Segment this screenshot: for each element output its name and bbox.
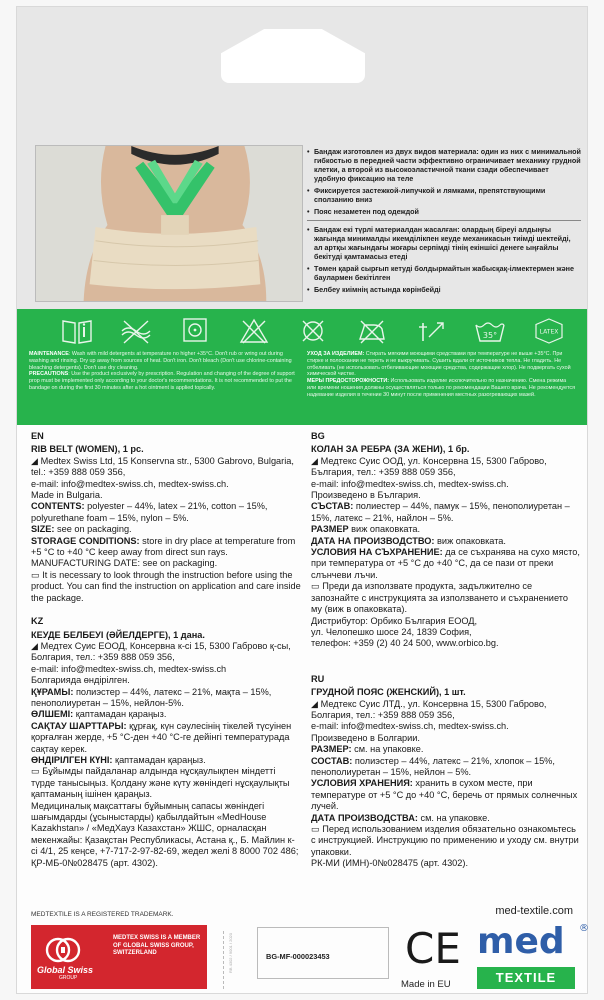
product-photo [35,145,303,302]
date-label: ДАТА НА ПРОИЗВОДСТВО: [311,535,435,546]
storage-text: да се съхранява на сухо място, при температура от +5 °C до +40 °C, да се пази от преки слънчеви лъчи. [311,547,580,580]
global-swiss-logo-icon [45,935,81,965]
manufacturer-icon: ◢ [311,698,321,709]
size-text: see on packaging. [54,524,132,535]
svg-text:med: med [477,921,565,959]
feature-item: • Бандаж изготовлен из двух видов материала: один из них с минимальной гибкостью в передней части эффективно ограничивает механику грудной клетки, а второй из высокоэластичной ткани сзади обеспечивает удобную фиксацию на теле [307,147,581,183]
manufacturer: Медтех Суис ЕООД, Консервна к-сі 15, 5300 Габрово қ-сы, Болгария, тел.: +359 888 059 356, [31,640,291,663]
feature-item: • Пояс незаметен под одеждой [307,207,581,216]
text-column-right [311,431,581,870]
care-text-en [29,351,297,399]
vertical-code [223,931,245,989]
contents-label: CONTENTS: [31,501,85,512]
website: med-textile.com [495,905,573,917]
care-icons [17,309,587,345]
text-column-left [31,431,301,869]
email: e-mail: info@medtex-swiss.ch, medtex-swiss.ch. [311,721,509,732]
contents-text: полиэстер – 44%, латекс – 21%, мақта – 15%, пенополиуретан – 15%, нейлон-5%. [31,686,272,708]
textile-logo: TEXTILE [477,967,575,989]
trademark-note: MEDTEXTILE IS A REGISTERED TRADEMARK. [31,911,174,918]
storage-text: хранить в сухом месте, при температуре от +5 °C до +40 °C, беречь от прямых солнечных лучей. [311,778,578,812]
global-swiss-group: GROUP [59,975,78,981]
language-code: EN [31,431,44,441]
email: e-mail: info@medtex-swiss.ch, medtex-swiss.ch [31,663,227,674]
size-label: ӨЛШЕМІ: [31,709,74,720]
manufacturer: Медтекс Суис ООД, ул. Консервна 15, 5300 Габрово, България, тел.: +359 888 059 356, [311,455,547,478]
size-label: SIZE: [31,524,55,535]
svg-text:LATEX: LATEX [539,328,559,336]
lot-box [257,927,389,979]
made-in: Произведено в Болгарии. [311,732,420,743]
date-text: виж опаковката. [434,535,506,546]
section-bg [311,431,581,650]
date-label: ДАТА ПРОИЗВОДСТВА: [311,812,418,823]
storage-label: УСЛОВИЯ НА СЪХРАНЕНИЕ: [311,547,443,558]
storage-text: store in dry place at temperature from +5 °C to +40 °C keep away from direct sun rays. [31,535,296,558]
feature-item: • Төмен қарай сырғып кетуді болдырмайтын жабысқақ-ілмектермен және баулармен бекітілген [307,264,581,282]
maintenance-text: Стирать мягкими моющими средствами при температуре не выше +35°C. При стирке и полоскании не тереть и не выкручивать. Сушить вдали от источников тепла. Не гладить. Не отбеливать (не использовать отбеливающие моющие средства, содержащие хлор). Не подвергать сухой химической чистке. [307,351,571,378]
feature-item: • Белбеу киімнің астында көрінбейді [307,285,581,294]
contents-text: полиестер – 44%, памук – 15%, пенополиуретан – 15%, латекс – 21%, найлон – 5%. [311,501,570,523]
product-title: КЕУДЕ БЕЛБЕУІ (ӘЙЕЛДЕРГЕ), 1 дана. [31,629,205,640]
precautions-label: МЕРЫ ПРЕДОСТОРОЖНОСТИ: [307,378,389,385]
size-text: см. на упаковке. [351,744,424,755]
book-icon: ▭ [311,824,323,834]
made-in: Болгарияда өндірілген. [31,675,130,686]
ce-mark-icon [405,925,465,969]
made-in-eu: Made in EU [401,979,451,990]
made-in: Произведено в България. [311,490,421,501]
svg-text:CE: CE [405,925,461,969]
size-text: қаптамадан қараңыз. [73,709,167,720]
latex-icon [533,317,565,345]
distributor-phone: телефон: +359 (2) 40 24 500, www.orbico.bg. [311,638,499,649]
vertical-code-text: RB 4302 / 9001 / 2020 [228,933,233,974]
instruction-text: Преди да използвате продукта, задължително се запознайте с инструкцията за използването и съхранението му (виж в опаковката). [311,581,568,615]
care-text [17,345,587,399]
date-label: ӨНДІРІЛГЕН КҮНІ: [31,754,113,765]
instruction-text: Бұйымды пайдаланар алдында нұсқаулықпен міндетті түрде танысыңыз. Қолдану және күту жөніндегі нұсқаулықты қаптаманың ішінен қараңыз. [31,766,290,800]
book-icon: ▭ [31,569,43,580]
manufacturer: Medtex Swiss Ltd, 15 Konservna str., 5300 Gabrovo, Bulgaria, tel.: +359 888 059 356, [31,455,294,478]
book-icon: ▭ [31,766,43,777]
lot-number: BG-MF-000023453 [266,952,330,961]
distributor-address: ул. Челопешко шосе 24, 1839 София, [311,626,472,637]
membership-text: MEDTEX SWISS IS A MEMBER OF GLOBAL SWISS GROUP, SWITZERLAND [113,935,201,957]
manufacturing-date: MANUFACTURING DATE: see on packaging. [31,558,218,569]
storage-label: УСЛОВИЯ ХРАНЕНИЯ: [311,778,413,789]
wash-35-icon [474,317,506,345]
product-title: ГРУДНОЙ ПОЯС (ЖЕНСКИЙ), 1 шт. [311,687,466,698]
manufacturer-icon: ◢ [31,455,41,466]
no-wring-icon [120,317,152,345]
email: e-mail: info@medtex-swiss.ch, medtex-swiss.ch. [311,478,509,489]
product-title: КОЛАН ЗА РЕБРА (ЗА ЖЕНИ), 1 бр. [311,444,470,455]
email: e-mail: info@medtex-swiss.ch, medtex-swiss.ch. [31,478,229,489]
date-text: см. на упаковке. [417,812,490,823]
precautions-label: PRECAUTIONS [29,371,69,378]
global-swiss-name: Global Swiss [37,965,94,975]
svg-text:®: ® [579,923,589,934]
maintenance-text: : Wash with mild detergents at temperature no higher +35°C. Don't rub or wring out during washing and rinsing. Dry up away from sources of heat. Don't iron. Don't bleach (Don't use chlorine-containing bleaching detergents). Don't use dry cleaning. [29,351,292,371]
feature-item: • Бандаж екі түрлі материалдан жасалған: олардың біреуі алдыңғы жағында минималды икемділікпен кеуде механикасын тиімді шектейді, ал артқы жағындағы жоғары серпімді тінің екіншісі денеге ыңғайлы бекітуді қамтамасыз етеді [307,225,581,261]
storage-label: САҚТАУ ШАРТТАРЫ: [31,720,127,731]
made-in: Made in Bulgaria. [31,490,103,501]
instruction-icon [61,317,93,345]
precautions-text: Использовать изделие исключительно по назначению. Смена режима или времени ношения должны осуществляться только по рекомендации Вашего врача. Не рекомендуется надевание изделия в течение 30 минут после применения местных разогревающих мазей. [307,378,575,398]
size-label: РАЗМЕР [311,524,349,535]
size-label: РАЗМЕР: [311,744,352,755]
no-dry-clean-icon [297,317,329,345]
distributor: Дистрибутор: Орбико България ЕООД, [311,615,478,626]
manufacturer-icon: ◢ [31,640,41,651]
instruction-text: It is necessary to look through the instruction before using the product. You can find the instruction on application and care inside the package. [31,569,301,603]
maintenance-label: MAINTENANCE [29,351,69,357]
feature-list [307,147,581,297]
storage-label: STORAGE CONDITIONS: [31,535,140,546]
section-ru [311,674,581,870]
contents-label: ҚҰРАМЫ: [31,686,74,697]
language-code: RU [311,673,325,684]
med-logo-icon [475,919,595,959]
care-band [17,309,587,425]
manufacturer-icon: ◢ [311,455,321,466]
manufacturer: Медтекс Суис ЛТД., ул. Консервна 15, 5300 Габрово, Болгария, тел.: +359 888 059 356, [311,698,547,720]
divider [307,220,581,221]
global-swiss-badge [31,925,207,989]
language-code: BG [311,431,325,441]
product-title: RIB BELT (WOMEN), 1 pc. [31,444,144,455]
maintenance-label: УХОД ЗА ИЗДЕЛИЕМ: [307,351,365,357]
contents-text: полиэстер – 44%, латекс – 21%, хлопок – 15%, пенополиуретан – 15%, нейлон – 5%. [311,755,555,777]
section-en [31,431,301,604]
contents-label: СЪСТАВ: [311,501,354,512]
section-kz [31,616,301,869]
no-bleach-icon [238,317,270,345]
size-text: виж опаковката. [348,524,421,535]
registration-number: РК-МИ (ИМН)-0№028475 (арт. 4302). [311,858,469,869]
language-code: KZ [31,616,44,627]
feature-item: • Фиксируется застежкой-липучкой и лямками, препятствующими сползанию вниз [307,186,581,204]
svg-text:35°: 35° [482,331,498,340]
no-iron-icon [356,317,388,345]
package-back [16,6,588,994]
storage-text: құрғақ, күн сәулесінің тікелей түсуінен қорғалған жерде, +5 °С-ден +40 °С-ге дейінгі температурада сақтау керек. [31,720,292,754]
complaints-info: Медициналық мақсаттағы бұйымның сапасы жөніндегі шағымдарды (ұсыныстарды) қабылдайтын «MedHouse Kazakhstan» / «МедХауз Казахстан» ЖШС, орналасқан мекенжайы: Қазақстан Республикасы, Астана қ., Б. Майлин к-сі 4/1, 25 кеңсе, +7-717-2-97-82-69, жедел желі 8 8000 702 486; ҚР-МБ-0№028475 (арт. 4302). [31,800,299,868]
book-icon: ▭ [311,581,323,592]
adjustable-icon [415,317,447,345]
tumble-dry-icon [179,317,211,345]
precautions-text: : Use the product exclusively by prescription. Regulation and changing of the degree of support prop must be implemented only according to your doctor's recommendations. It is not recommended to put the bandage on during the first 30 minutes after a hot ointment is applied topically. [29,371,295,391]
contents-label: СОСТАВ: [311,755,353,766]
date-text: қаптамадан қараңыз. [112,754,206,765]
care-text-ru [307,351,575,399]
instruction-text: Перед использованием изделия обязательно ознакомьтесь с инструкцией. Инструкцию по применению и уходу см. внутри упаковки. [311,824,579,857]
contents-text: polyester – 44%, latex – 21%, cotton – 15%, polyurethane foam – 15%, nylon – 5%. [31,501,268,523]
